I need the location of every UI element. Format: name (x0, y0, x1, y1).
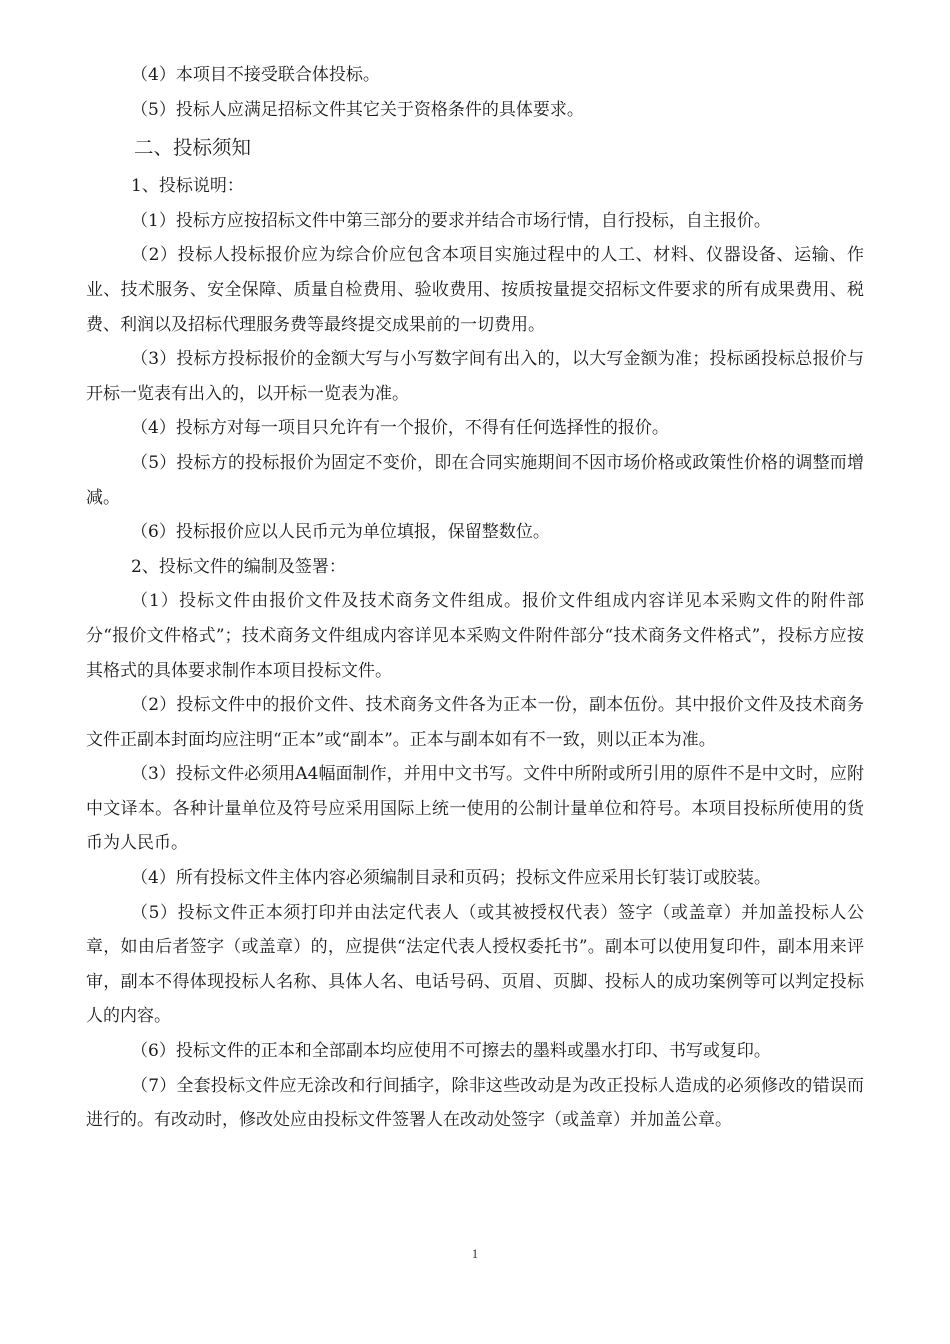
subsection-heading: 2、投标文件的编制及签署： (131, 556, 346, 577)
paragraph: （5）投标文件正本须打印并由法定代表人（或其被授权代表）签字（或盖章）并加盖投标人公章，如由后者签字（或盖章）的，应提供“法定代表人授权委托书”。副本可以使用复印件，副本用来评审，副本不得体现投标人名称、具体人名、电话号码、页眉、页脚、投标人的成功案例等可以判定投标人的内容。 (86, 902, 864, 1027)
paragraph: （6）投标文件的正本和全部副本均应使用不可擦去的墨料或墨水打印、书写或复印。 (131, 1041, 771, 1062)
subsection-heading: 1、投标说明： (131, 176, 244, 197)
paragraph: （1）投标方应按招标文件中第三部分的要求并结合市场行情，自行投标，自主报价。 (131, 210, 771, 231)
page-number: 1 (471, 1246, 479, 1261)
paragraph: （4）本项目不接受联合体投标。 (131, 65, 380, 85)
paragraph: （1）投标文件由报价文件及技术商务文件组成。报价文件组成内容详见本采购文件的附件部分“报价文件格式”；技术商务文件组成内容详见本采购文件附件部分“技术商务文件格式”，投标方应按其格式的具体要求制作本项目投标文件。 (86, 591, 864, 681)
paragraph: （7）全套投标文件应无涂改和行间插字，除非这些改动是为改正投标人造成的必须修改的错误而进行的。有改动时，修改处应由投标文件签署人在改动处签字（或盖章）并加盖公章。 (86, 1075, 864, 1131)
paragraph: （2）投标文件中的报价文件、技术商务文件各为正本一份，副本伍份。其中报价文件及技术商务文件正副本封面均应注明“正本”或“副本”。正本与副本如有不一致，则以正本为准。 (86, 695, 864, 750)
paragraph: （4）所有投标文件主体内容必须编制目录和页码；投标文件应采用长钉装订或胶装。 (131, 868, 771, 889)
document-body (86, 58, 864, 1138)
paragraph: （3）投标方投标报价的金额大写与小写数字间有出入的，以大写金额为准；投标函投标总报价与开标一览表有出入的，以开标一览表为准。 (86, 349, 864, 404)
paragraph: （3）投标文件必须用A4幅面制作，并用中文书写。文件中所附或所引用的原件不是中文时，应附中文译本。各种计量单位及符号应采用国际上统一使用的公制计量单位和符号。本项目投标所使用的货币为人民币。 (86, 764, 864, 854)
section-heading: 二、投标须知 (134, 136, 252, 160)
paragraph: （5）投标方的投标报价为固定不变价，即在合同实施期间不因市场价格或政策性价格的调整而增减。 (86, 452, 864, 508)
paragraph: （5）投标人应满足招标文件其它关于资格条件的具体要求。 (131, 99, 584, 120)
paragraph: （2）投标人投标报价应为综合价应包含本项目实施过程中的人工、材料、仪器设备、运输、作业、技术服务、安全保障、质量自检费用、验收费用、按质按量提交招标文件要求的所有成果费用、税费、利润以及招标代理服务费等最终提交成果前的一切费用。 (86, 245, 864, 335)
paragraph: （6）投标报价应以人民币元为单位填报，保留整数位。 (131, 522, 550, 543)
paragraph: （4）投标方对每一项目只允许有一个报价，不得有任何选择性的报价。 (131, 418, 669, 439)
